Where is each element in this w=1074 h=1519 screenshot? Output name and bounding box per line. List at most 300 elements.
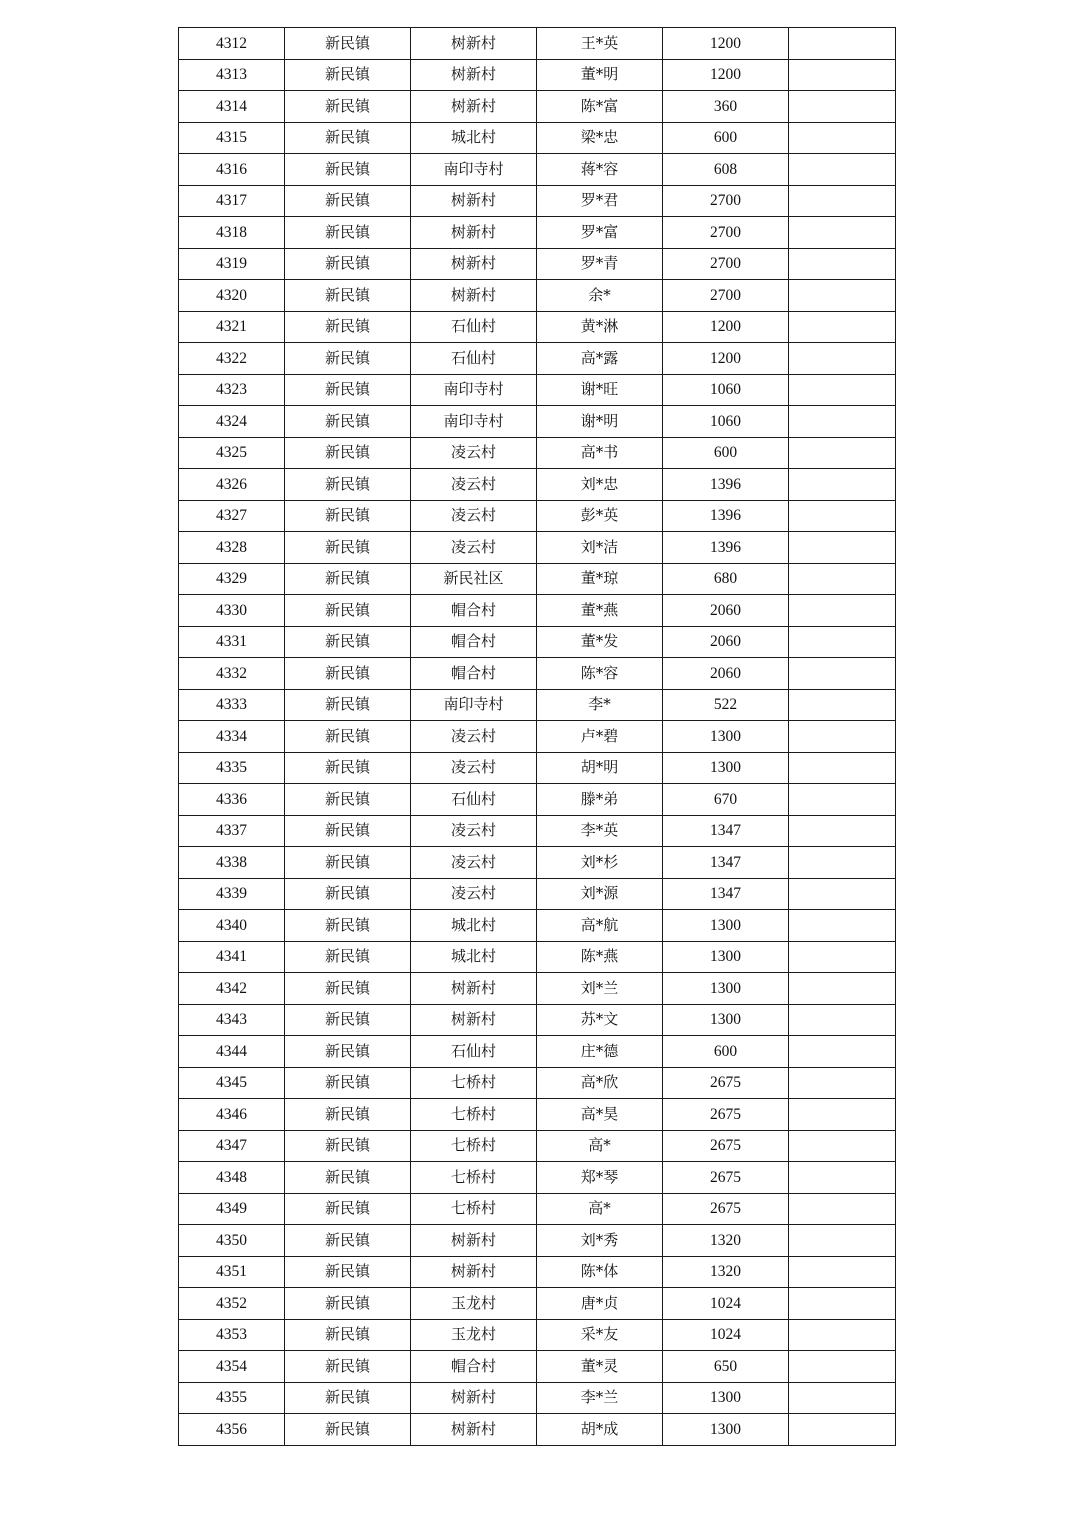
cell-person-name: 刘*洁 xyxy=(537,532,663,564)
cell-serial-number: 4330 xyxy=(179,595,285,627)
cell-amount: 2675 xyxy=(663,1099,789,1131)
cell-village: 树新村 xyxy=(411,1256,537,1288)
cell-serial-number: 4332 xyxy=(179,658,285,690)
cell-person-name: 余* xyxy=(537,280,663,312)
cell-serial-number: 4339 xyxy=(179,878,285,910)
cell-village: 七桥村 xyxy=(411,1099,537,1131)
cell-village: 树新村 xyxy=(411,1414,537,1446)
table-row xyxy=(179,1130,896,1162)
cell-remark xyxy=(789,1319,896,1351)
cell-village: 凌云村 xyxy=(411,847,537,879)
cell-person-name: 高*书 xyxy=(537,437,663,469)
cell-person-name: 谢*旺 xyxy=(537,374,663,406)
cell-person-name: 罗*青 xyxy=(537,248,663,280)
cell-person-name: 滕*弟 xyxy=(537,784,663,816)
cell-person-name: 黄*淋 xyxy=(537,311,663,343)
cell-village: 帽合村 xyxy=(411,595,537,627)
cell-amount: 2675 xyxy=(663,1193,789,1225)
cell-village: 南印寺村 xyxy=(411,689,537,721)
cell-serial-number: 4335 xyxy=(179,752,285,784)
table-row xyxy=(179,469,896,501)
cell-amount: 1200 xyxy=(663,311,789,343)
table-row xyxy=(179,1067,896,1099)
table-row xyxy=(179,689,896,721)
cell-remark xyxy=(789,1099,896,1131)
cell-person-name: 董*灵 xyxy=(537,1351,663,1383)
cell-remark xyxy=(789,1130,896,1162)
cell-amount: 680 xyxy=(663,563,789,595)
cell-town: 新民镇 xyxy=(285,374,411,406)
cell-village: 新民社区 xyxy=(411,563,537,595)
cell-village: 树新村 xyxy=(411,1225,537,1257)
table-row xyxy=(179,626,896,658)
cell-town: 新民镇 xyxy=(285,122,411,154)
cell-remark xyxy=(789,374,896,406)
cell-amount: 1060 xyxy=(663,406,789,438)
cell-remark xyxy=(789,941,896,973)
cell-town: 新民镇 xyxy=(285,658,411,690)
cell-town: 新民镇 xyxy=(285,28,411,60)
cell-town: 新民镇 xyxy=(285,1382,411,1414)
table-row xyxy=(179,941,896,973)
cell-amount: 600 xyxy=(663,1036,789,1068)
cell-person-name: 陈*容 xyxy=(537,658,663,690)
cell-person-name: 李*兰 xyxy=(537,1382,663,1414)
cell-amount: 1200 xyxy=(663,343,789,375)
cell-remark xyxy=(789,563,896,595)
cell-serial-number: 4314 xyxy=(179,91,285,123)
cell-person-name: 罗*君 xyxy=(537,185,663,217)
cell-remark xyxy=(789,28,896,60)
cell-town: 新民镇 xyxy=(285,437,411,469)
cell-amount: 1300 xyxy=(663,941,789,973)
cell-person-name: 高*航 xyxy=(537,910,663,942)
cell-person-name: 董*明 xyxy=(537,59,663,91)
cell-serial-number: 4316 xyxy=(179,154,285,186)
cell-village: 七桥村 xyxy=(411,1162,537,1194)
cell-remark xyxy=(789,1414,896,1446)
cell-person-name: 刘*源 xyxy=(537,878,663,910)
table-row xyxy=(179,280,896,312)
cell-amount: 2700 xyxy=(663,280,789,312)
cell-person-name: 高*露 xyxy=(537,343,663,375)
cell-serial-number: 4343 xyxy=(179,1004,285,1036)
table-row xyxy=(179,721,896,753)
cell-town: 新民镇 xyxy=(285,59,411,91)
cell-town: 新民镇 xyxy=(285,784,411,816)
cell-remark xyxy=(789,500,896,532)
cell-serial-number: 4312 xyxy=(179,28,285,60)
cell-amount: 2675 xyxy=(663,1162,789,1194)
cell-person-name: 高*欣 xyxy=(537,1067,663,1099)
cell-serial-number: 4349 xyxy=(179,1193,285,1225)
table-row xyxy=(179,185,896,217)
cell-remark xyxy=(789,1351,896,1383)
cell-amount: 2675 xyxy=(663,1130,789,1162)
cell-serial-number: 4340 xyxy=(179,910,285,942)
cell-remark xyxy=(789,910,896,942)
cell-person-name: 董*琼 xyxy=(537,563,663,595)
cell-village: 玉龙村 xyxy=(411,1288,537,1320)
cell-remark xyxy=(789,721,896,753)
cell-remark xyxy=(789,217,896,249)
cell-village: 七桥村 xyxy=(411,1130,537,1162)
cell-town: 新民镇 xyxy=(285,532,411,564)
cell-serial-number: 4341 xyxy=(179,941,285,973)
table-row xyxy=(179,1162,896,1194)
table-row xyxy=(179,1036,896,1068)
cell-amount: 1300 xyxy=(663,910,789,942)
table-row xyxy=(179,910,896,942)
table-row xyxy=(179,1319,896,1351)
cell-town: 新民镇 xyxy=(285,248,411,280)
cell-amount: 1300 xyxy=(663,721,789,753)
cell-serial-number: 4345 xyxy=(179,1067,285,1099)
cell-person-name: 陈*体 xyxy=(537,1256,663,1288)
cell-remark xyxy=(789,532,896,564)
cell-serial-number: 4313 xyxy=(179,59,285,91)
cell-serial-number: 4317 xyxy=(179,185,285,217)
cell-person-name: 刘*秀 xyxy=(537,1225,663,1257)
cell-serial-number: 4325 xyxy=(179,437,285,469)
cell-village: 凌云村 xyxy=(411,878,537,910)
cell-amount: 1347 xyxy=(663,847,789,879)
cell-amount: 1024 xyxy=(663,1319,789,1351)
cell-person-name: 庄*德 xyxy=(537,1036,663,1068)
cell-serial-number: 4331 xyxy=(179,626,285,658)
cell-village: 石仙村 xyxy=(411,1036,537,1068)
cell-person-name: 梁*忠 xyxy=(537,122,663,154)
cell-remark xyxy=(789,878,896,910)
cell-village: 七桥村 xyxy=(411,1067,537,1099)
cell-serial-number: 4344 xyxy=(179,1036,285,1068)
cell-person-name: 蒋*容 xyxy=(537,154,663,186)
cell-serial-number: 4346 xyxy=(179,1099,285,1131)
cell-amount: 608 xyxy=(663,154,789,186)
cell-town: 新民镇 xyxy=(285,500,411,532)
table-row xyxy=(179,91,896,123)
cell-town: 新民镇 xyxy=(285,1193,411,1225)
table-row xyxy=(179,1225,896,1257)
table-row xyxy=(179,1414,896,1446)
cell-amount: 1200 xyxy=(663,28,789,60)
cell-town: 新民镇 xyxy=(285,1162,411,1194)
cell-serial-number: 4352 xyxy=(179,1288,285,1320)
cell-serial-number: 4342 xyxy=(179,973,285,1005)
cell-village: 凌云村 xyxy=(411,721,537,753)
cell-serial-number: 4348 xyxy=(179,1162,285,1194)
table-row xyxy=(179,154,896,186)
cell-town: 新民镇 xyxy=(285,311,411,343)
cell-serial-number: 4356 xyxy=(179,1414,285,1446)
cell-town: 新民镇 xyxy=(285,752,411,784)
cell-remark xyxy=(789,815,896,847)
cell-remark xyxy=(789,91,896,123)
cell-amount: 2060 xyxy=(663,595,789,627)
table-row xyxy=(179,847,896,879)
cell-remark xyxy=(789,626,896,658)
cell-village: 石仙村 xyxy=(411,784,537,816)
cell-remark xyxy=(789,122,896,154)
cell-village: 树新村 xyxy=(411,1004,537,1036)
cell-person-name: 高* xyxy=(537,1193,663,1225)
cell-serial-number: 4324 xyxy=(179,406,285,438)
cell-person-name: 王*英 xyxy=(537,28,663,60)
table-row xyxy=(179,374,896,406)
cell-town: 新民镇 xyxy=(285,910,411,942)
cell-town: 新民镇 xyxy=(285,185,411,217)
table-row xyxy=(179,532,896,564)
cell-town: 新民镇 xyxy=(285,973,411,1005)
cell-amount: 1396 xyxy=(663,532,789,564)
cell-person-name: 董*燕 xyxy=(537,595,663,627)
cell-town: 新民镇 xyxy=(285,1130,411,1162)
cell-remark xyxy=(789,689,896,721)
cell-person-name: 刘*忠 xyxy=(537,469,663,501)
cell-village: 石仙村 xyxy=(411,343,537,375)
cell-amount: 1300 xyxy=(663,1382,789,1414)
table-row xyxy=(179,878,896,910)
cell-person-name: 刘*兰 xyxy=(537,973,663,1005)
cell-remark xyxy=(789,1036,896,1068)
cell-village: 玉龙村 xyxy=(411,1319,537,1351)
cell-village: 凌云村 xyxy=(411,532,537,564)
table-row xyxy=(179,1382,896,1414)
cell-remark xyxy=(789,1256,896,1288)
cell-remark xyxy=(789,1288,896,1320)
cell-village: 石仙村 xyxy=(411,311,537,343)
cell-amount: 2060 xyxy=(663,658,789,690)
cell-person-name: 彭*英 xyxy=(537,500,663,532)
cell-person-name: 高* xyxy=(537,1130,663,1162)
cell-remark xyxy=(789,1382,896,1414)
cell-village: 树新村 xyxy=(411,91,537,123)
cell-remark xyxy=(789,847,896,879)
cell-village: 树新村 xyxy=(411,217,537,249)
cell-village: 凌云村 xyxy=(411,437,537,469)
cell-serial-number: 4322 xyxy=(179,343,285,375)
cell-remark xyxy=(789,280,896,312)
table-row xyxy=(179,1351,896,1383)
table-body xyxy=(179,28,896,1446)
cell-amount: 600 xyxy=(663,122,789,154)
cell-remark xyxy=(789,752,896,784)
cell-amount: 1396 xyxy=(663,500,789,532)
cell-remark xyxy=(789,437,896,469)
cell-village: 南印寺村 xyxy=(411,154,537,186)
cell-village: 树新村 xyxy=(411,1382,537,1414)
cell-serial-number: 4319 xyxy=(179,248,285,280)
table-row xyxy=(179,248,896,280)
cell-amount: 1300 xyxy=(663,973,789,1005)
data-table xyxy=(178,27,896,1446)
cell-serial-number: 4323 xyxy=(179,374,285,406)
cell-person-name: 郑*琴 xyxy=(537,1162,663,1194)
table-row xyxy=(179,1256,896,1288)
table-row xyxy=(179,343,896,375)
cell-person-name: 陈*燕 xyxy=(537,941,663,973)
cell-village: 南印寺村 xyxy=(411,406,537,438)
cell-remark xyxy=(789,784,896,816)
cell-person-name: 李*英 xyxy=(537,815,663,847)
cell-village: 凌云村 xyxy=(411,469,537,501)
cell-person-name: 卢*碧 xyxy=(537,721,663,753)
table-row xyxy=(179,973,896,1005)
cell-town: 新民镇 xyxy=(285,1256,411,1288)
cell-serial-number: 4315 xyxy=(179,122,285,154)
cell-town: 新民镇 xyxy=(285,721,411,753)
cell-serial-number: 4320 xyxy=(179,280,285,312)
cell-remark xyxy=(789,658,896,690)
cell-serial-number: 4328 xyxy=(179,532,285,564)
cell-serial-number: 4351 xyxy=(179,1256,285,1288)
cell-remark xyxy=(789,1067,896,1099)
cell-amount: 1320 xyxy=(663,1256,789,1288)
cell-serial-number: 4353 xyxy=(179,1319,285,1351)
cell-town: 新民镇 xyxy=(285,1351,411,1383)
cell-serial-number: 4327 xyxy=(179,500,285,532)
cell-serial-number: 4321 xyxy=(179,311,285,343)
cell-village: 树新村 xyxy=(411,280,537,312)
cell-town: 新民镇 xyxy=(285,563,411,595)
table-row xyxy=(179,500,896,532)
cell-remark xyxy=(789,1004,896,1036)
table-row xyxy=(179,1099,896,1131)
table-row xyxy=(179,1288,896,1320)
cell-serial-number: 4338 xyxy=(179,847,285,879)
cell-town: 新民镇 xyxy=(285,1099,411,1131)
cell-remark xyxy=(789,1193,896,1225)
cell-person-name: 唐*贞 xyxy=(537,1288,663,1320)
table-row xyxy=(179,437,896,469)
cell-person-name: 谢*明 xyxy=(537,406,663,438)
cell-amount: 2700 xyxy=(663,185,789,217)
cell-amount: 1300 xyxy=(663,1004,789,1036)
cell-amount: 650 xyxy=(663,1351,789,1383)
cell-amount: 1396 xyxy=(663,469,789,501)
table-row xyxy=(179,1004,896,1036)
cell-serial-number: 4355 xyxy=(179,1382,285,1414)
cell-town: 新民镇 xyxy=(285,941,411,973)
cell-amount: 1024 xyxy=(663,1288,789,1320)
cell-town: 新民镇 xyxy=(285,626,411,658)
cell-town: 新民镇 xyxy=(285,1414,411,1446)
cell-remark xyxy=(789,406,896,438)
cell-amount: 1300 xyxy=(663,1414,789,1446)
cell-town: 新民镇 xyxy=(285,217,411,249)
table-row xyxy=(179,28,896,60)
cell-amount: 670 xyxy=(663,784,789,816)
cell-remark xyxy=(789,343,896,375)
table-row xyxy=(179,595,896,627)
cell-serial-number: 4347 xyxy=(179,1130,285,1162)
cell-amount: 600 xyxy=(663,437,789,469)
cell-serial-number: 4334 xyxy=(179,721,285,753)
cell-village: 帽合村 xyxy=(411,658,537,690)
cell-village: 凌云村 xyxy=(411,752,537,784)
cell-village: 树新村 xyxy=(411,185,537,217)
cell-village: 凌云村 xyxy=(411,500,537,532)
cell-serial-number: 4318 xyxy=(179,217,285,249)
cell-town: 新民镇 xyxy=(285,469,411,501)
cell-amount: 1060 xyxy=(663,374,789,406)
cell-remark xyxy=(789,595,896,627)
cell-serial-number: 4336 xyxy=(179,784,285,816)
cell-village: 城北村 xyxy=(411,910,537,942)
cell-person-name: 苏*文 xyxy=(537,1004,663,1036)
table-row xyxy=(179,815,896,847)
cell-serial-number: 4333 xyxy=(179,689,285,721)
cell-village: 树新村 xyxy=(411,248,537,280)
cell-remark xyxy=(789,59,896,91)
cell-person-name: 胡*成 xyxy=(537,1414,663,1446)
cell-serial-number: 4337 xyxy=(179,815,285,847)
table-row xyxy=(179,1193,896,1225)
cell-amount: 1320 xyxy=(663,1225,789,1257)
cell-town: 新民镇 xyxy=(285,406,411,438)
cell-town: 新民镇 xyxy=(285,1225,411,1257)
cell-town: 新民镇 xyxy=(285,847,411,879)
table-row xyxy=(179,784,896,816)
cell-remark xyxy=(789,1162,896,1194)
cell-village: 树新村 xyxy=(411,973,537,1005)
cell-person-name: 胡*明 xyxy=(537,752,663,784)
table-row xyxy=(179,311,896,343)
cell-serial-number: 4350 xyxy=(179,1225,285,1257)
cell-person-name: 李* xyxy=(537,689,663,721)
cell-amount: 1300 xyxy=(663,752,789,784)
cell-amount: 2700 xyxy=(663,248,789,280)
cell-village: 南印寺村 xyxy=(411,374,537,406)
cell-person-name: 陈*富 xyxy=(537,91,663,123)
cell-remark xyxy=(789,973,896,1005)
table-row xyxy=(179,122,896,154)
cell-amount: 360 xyxy=(663,91,789,123)
cell-serial-number: 4329 xyxy=(179,563,285,595)
cell-village: 凌云村 xyxy=(411,815,537,847)
table-row xyxy=(179,59,896,91)
cell-remark xyxy=(789,248,896,280)
cell-village: 树新村 xyxy=(411,28,537,60)
cell-remark xyxy=(789,311,896,343)
cell-amount: 2700 xyxy=(663,217,789,249)
cell-amount: 2675 xyxy=(663,1067,789,1099)
cell-town: 新民镇 xyxy=(285,154,411,186)
cell-town: 新民镇 xyxy=(285,1067,411,1099)
cell-person-name: 高*昊 xyxy=(537,1099,663,1131)
cell-amount: 2060 xyxy=(663,626,789,658)
cell-remark xyxy=(789,154,896,186)
cell-serial-number: 4326 xyxy=(179,469,285,501)
cell-amount: 1347 xyxy=(663,815,789,847)
cell-town: 新民镇 xyxy=(285,1319,411,1351)
cell-remark xyxy=(789,1225,896,1257)
table-row xyxy=(179,658,896,690)
table-row xyxy=(179,752,896,784)
cell-village: 帽合村 xyxy=(411,1351,537,1383)
cell-village: 树新村 xyxy=(411,59,537,91)
cell-amount: 522 xyxy=(663,689,789,721)
table-row xyxy=(179,217,896,249)
cell-amount: 1200 xyxy=(663,59,789,91)
cell-person-name: 刘*杉 xyxy=(537,847,663,879)
cell-village: 城北村 xyxy=(411,122,537,154)
cell-town: 新民镇 xyxy=(285,689,411,721)
cell-town: 新民镇 xyxy=(285,878,411,910)
cell-serial-number: 4354 xyxy=(179,1351,285,1383)
cell-village: 城北村 xyxy=(411,941,537,973)
table-row xyxy=(179,406,896,438)
